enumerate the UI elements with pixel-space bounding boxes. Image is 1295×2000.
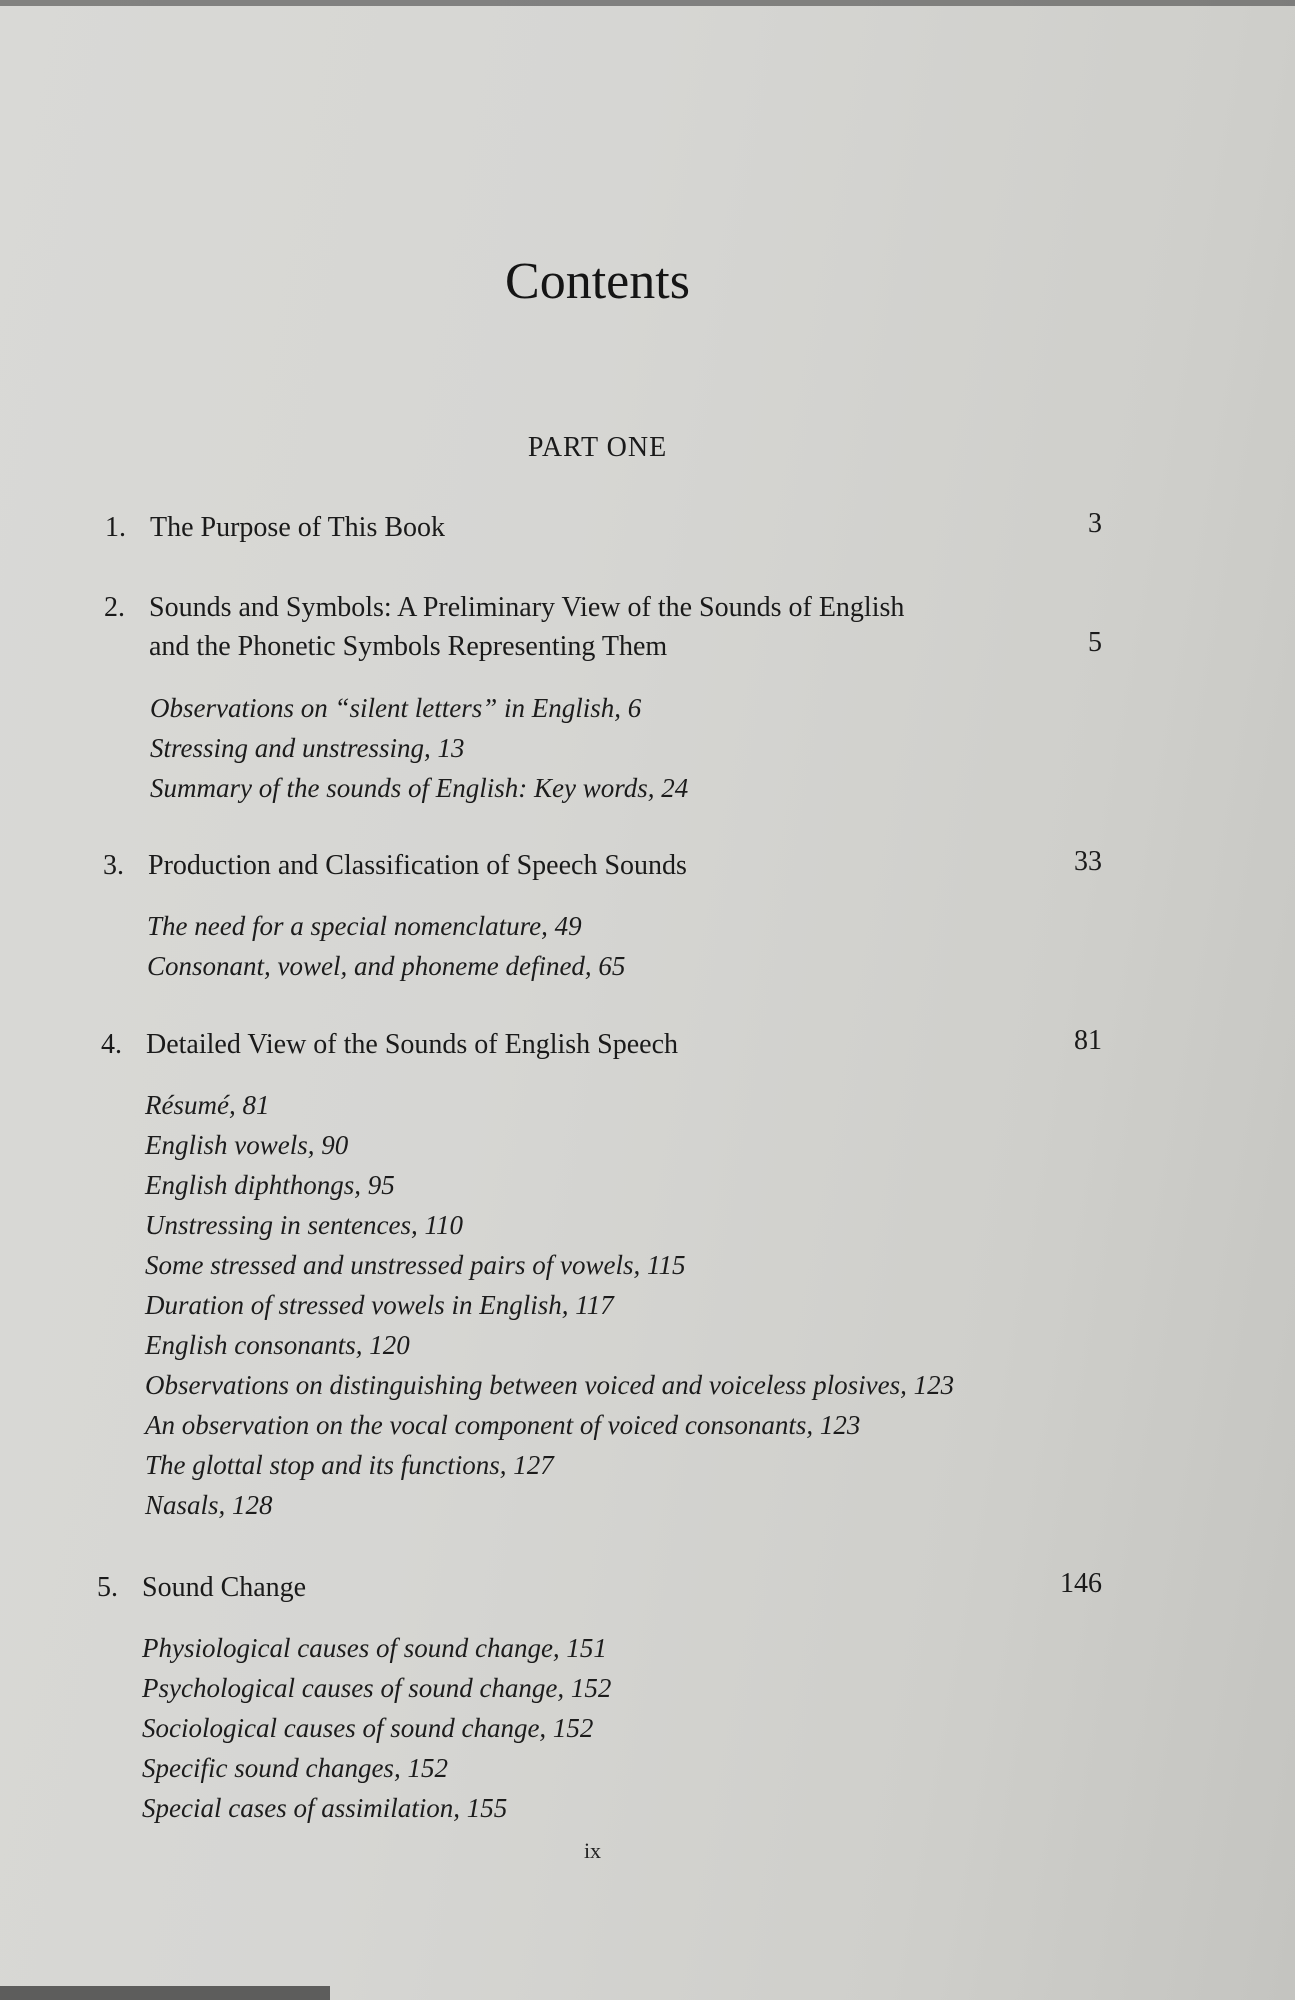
page-top-edge: [0, 0, 1295, 6]
toc-subsection[interactable]: Observations on “silent letters” in English, 6: [150, 693, 642, 723]
chapter-number: 4.: [101, 1029, 122, 1060]
toc-subsections-2: [150, 688, 688, 808]
chapter-number: 3.: [103, 850, 124, 881]
page-bottom-edge: [0, 1986, 330, 2000]
toc-subsections-3: [147, 906, 625, 986]
page-title: Contents: [505, 253, 690, 310]
toc-subsection[interactable]: An observation on the vocal component of voiced consonants, 123: [145, 1410, 861, 1440]
part-heading: PART ONE: [527, 432, 668, 463]
chapter-number: 2.: [104, 592, 125, 623]
chapter-title: Production and Classification of Speech Sounds: [148, 850, 687, 881]
chapter-title-continued: and the Phonetic Symbols Representing Them: [149, 631, 668, 662]
toc-subsections-4: [145, 1085, 954, 1525]
chapter-title: Detailed View of the Sounds of English Speech: [146, 1029, 679, 1060]
toc-subsection[interactable]: The glottal stop and its functions, 127: [145, 1450, 554, 1480]
toc-subsection[interactable]: Nasals, 128: [145, 1490, 273, 1520]
chapter-title: Sound Change: [142, 1572, 307, 1603]
toc-subsection[interactable]: English consonants, 120: [145, 1330, 410, 1360]
toc-subsection[interactable]: English vowels, 90: [145, 1130, 349, 1160]
chapter-page-number: 146: [1060, 1568, 1102, 1599]
toc-subsection[interactable]: Duration of stressed vowels in English, 117: [145, 1290, 614, 1320]
toc-subsection[interactable]: Some stressed and unstressed pairs of vowels, 115: [145, 1250, 686, 1280]
toc-subsection[interactable]: Observations on distinguishing between voiced and voiceless plosives, 123: [145, 1370, 955, 1400]
chapter-page-number: 81: [1074, 1025, 1102, 1056]
toc-subsection[interactable]: English diphthongs, 95: [145, 1170, 395, 1200]
chapter-title: The Purpose of This Book: [150, 512, 446, 543]
toc-subsection[interactable]: Résumé, 81: [145, 1090, 270, 1120]
toc-subsection[interactable]: Sociological causes of sound change, 152: [142, 1713, 594, 1743]
toc-subsection[interactable]: Psychological causes of sound change, 152: [142, 1673, 612, 1703]
chapter-page-number: 3: [1088, 508, 1102, 539]
chapter-page-number: 5: [1088, 627, 1102, 658]
page-folio: ix: [583, 1838, 602, 1863]
chapter-title: Sounds and Symbols: A Preliminary View of the Sounds of English: [149, 592, 905, 623]
toc-subsections-5: [142, 1628, 611, 1828]
chapter-number: 1.: [105, 512, 126, 543]
toc-subsection[interactable]: Consonant, vowel, and phoneme defined, 65: [147, 951, 626, 981]
toc-subsection[interactable]: Stressing and unstressing, 13: [150, 733, 465, 763]
toc-subsection[interactable]: Specific sound changes, 152: [142, 1753, 448, 1783]
toc-subsection[interactable]: The need for a special nomenclature, 49: [147, 911, 582, 941]
toc-subsection[interactable]: Physiological causes of sound change, 151: [142, 1633, 607, 1663]
toc-subsection[interactable]: Summary of the sounds of English: Key words, 24: [150, 773, 689, 803]
chapter-page-number: 33: [1074, 846, 1102, 877]
chapter-number: 5.: [97, 1572, 118, 1603]
toc-subsection[interactable]: Special cases of assimilation, 155: [142, 1793, 508, 1823]
toc-subsection[interactable]: Unstressing in sentences, 110: [145, 1210, 463, 1240]
